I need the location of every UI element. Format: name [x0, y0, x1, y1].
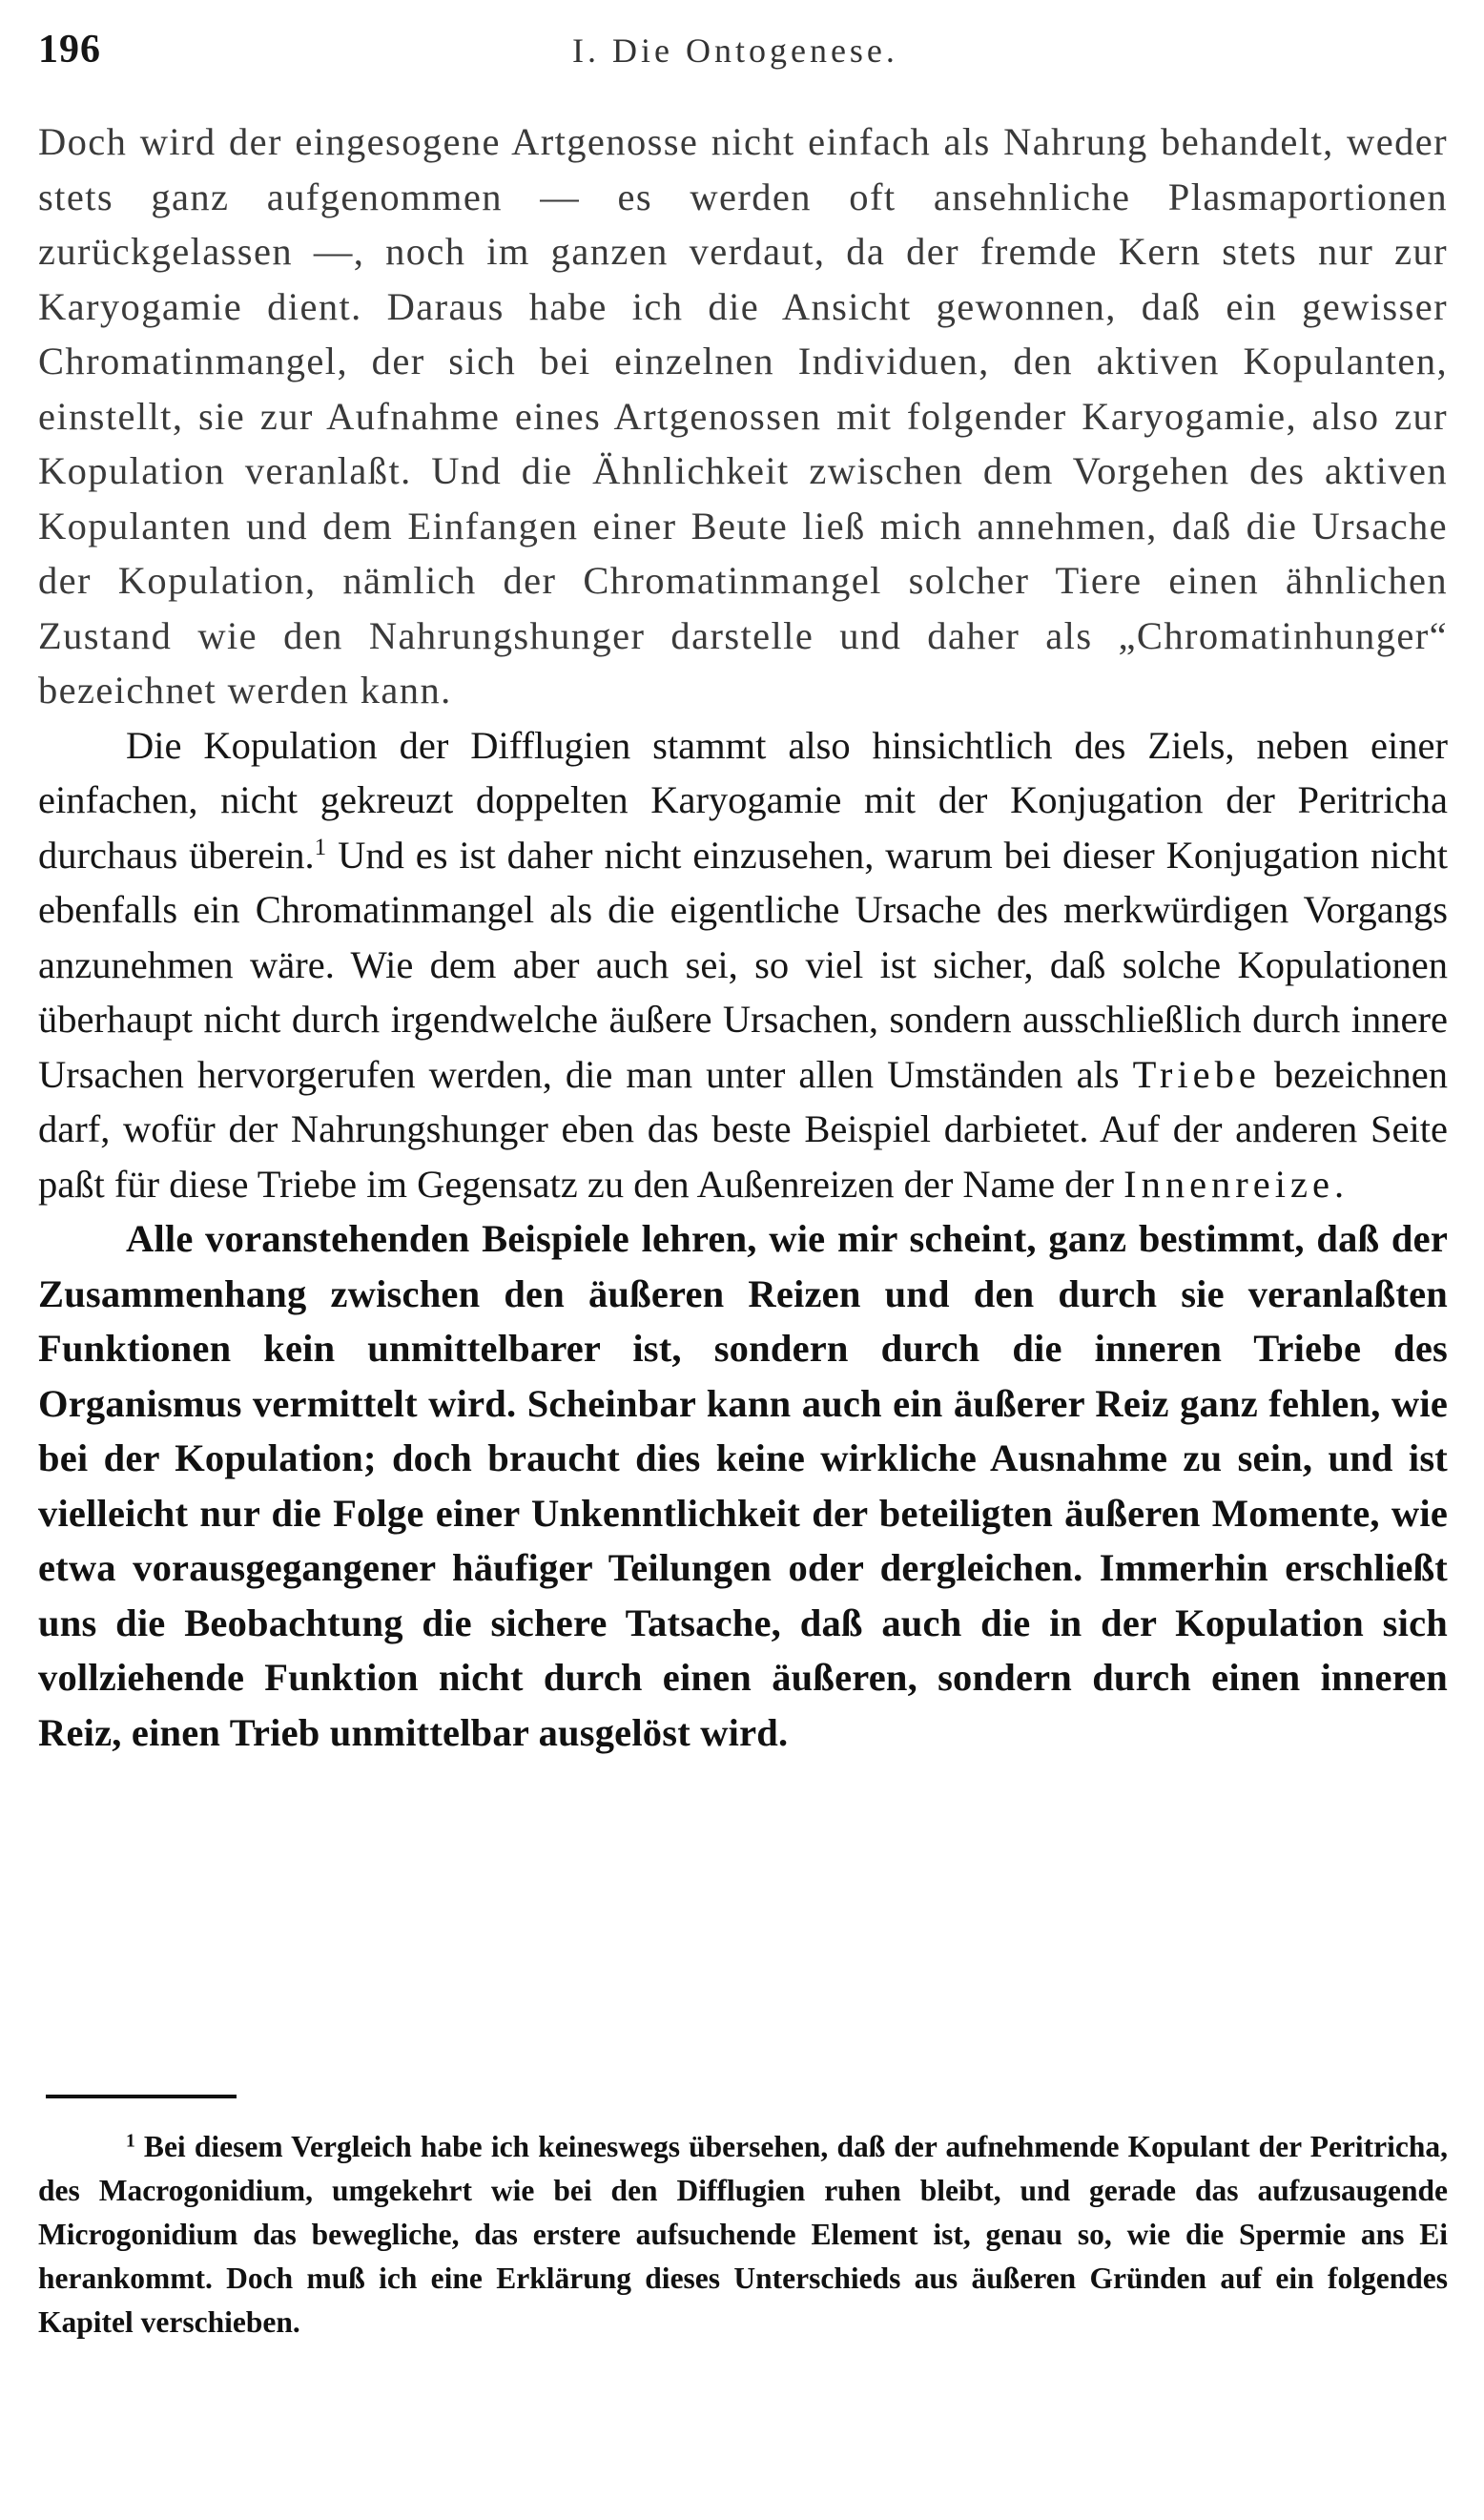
- footnote-reference: 1: [314, 834, 327, 860]
- footnote-1: [38, 2125, 1448, 2344]
- running-head: I. Die Ontogenese.: [572, 31, 898, 70]
- page-header: [38, 27, 1450, 84]
- paragraph-2: [38, 718, 1448, 1212]
- footnotes: [38, 2125, 1448, 2344]
- paragraph-3: Alle voranstehenden Beispiele lehren, wie mir scheint, ganz bestimmt, daß der Zusammenhang zwischen den äußeren Reizen und den durch sie veranlaßten Funktionen kein unmittelbarer ist, sondern durch die inneren Triebe des Organismus vermittelt wird. Scheinbar kann auch ein äußerer Reiz ganz fehlen, wie bei der Kopulation; doch braucht dies keine wirkliche Ausnahme zu sein, und ist vielleicht nur die Folge einer Unkenntlichkeit der beteiligten äußeren Momente, wie etwa vorausgegangener häufiger Teilungen oder dergleichen. Immerhin erschließt uns die Beobachtung die sichere Tatsache, daß auch die in der Kopulation sich vollziehende Funktion nicht durch einen äußeren, sondern durch einen inneren Reiz, einen Trieb unmittelbar ausgelöst wird.: [38, 1217, 1448, 1754]
- paragraph-1: Doch wird der eingesogene Artgenosse nicht einfach als Nahrung behandelt, weder stets ganz aufgenommen — es werden oft ansehnliche Plasmaportionen zurückgelassen —, noch im ganzen verdaut, da der fremde Kern stets nur zur Karyogamie dient. Daraus habe ich die Ansicht gewonnen, daß ein gewisser Chromatinmangel, der sich bei einzelnen Individuen, den aktiven Kopulanten, einstellt, sie zur Aufnahme eines Artgenossen mit folgender Karyogamie, also zur Kopulation veranlaßt. Und die Ähnlichkeit zwischen dem Vorgehen des aktiven Kopulanten und dem Einfangen einer Beute ließ mich annehmen, daß die Ursache der Kopulation, nämlich der Chromatinmangel solcher Tiere einen ähnlichen Zustand wie den Nahrungshunger darstelle und daher als „Chromatinhunger“ bezeichnet werden kann.: [38, 120, 1448, 712]
- paragraph-2-text-a: Die Kopulation der Difflugien stammt also hinsichtlich des Ziels, neben einer einfachen, nicht gekreuzt doppelten Karyogamie mit der Konjugation der Peritricha durchaus überein.: [38, 723, 1448, 877]
- emphasis-triebe: Triebe: [1132, 1052, 1261, 1096]
- footnote-marker: 1: [126, 2131, 135, 2152]
- footnote-divider: [46, 2095, 237, 2098]
- emphasis-innenreize: Innenreize.: [1123, 1162, 1350, 1206]
- paragraph-2-text-c: bezeichnen darf, wofür der Nahrungshunger eben das beste Beispiel darbietet. Auf der anderen Seite paßt für diese Triebe im Gegensatz zu den Außenreizen der Name der: [38, 1052, 1448, 1206]
- footnote-text: Bei diesem Vergleich habe ich keineswegs übersehen, daß der aufnehmende Kopulant der Peritricha, des Macrogonidium, umgekehrt wie bei den Difflugien ruhen bleibt, und gerade das aufzusaugende Microgonidium das bewegliche, das erstere aufsuchende Element ist, genau so, wie die Spermie ans Ei herankommt. Doch muß ich eine Erklärung dieses Unterschieds aus äußeren Gründen auf ein folgendes Kapitel verschieben.: [38, 2130, 1448, 2339]
- paragraph-2-text-b: Und es ist daher nicht einzusehen, warum bei dieser Konjugation nicht ebenfalls ein Chromatinmangel als die eigentliche Ursache des merkwürdigen Vorgangs anzunehmen wäre. Wie dem aber auch sei, so viel ist sicher, daß solche Kopulationen überhaupt nicht durch irgendwelche äußere Ursachen, sondern ausschließlich durch innere Ursachen hervorgerufen werden, die man unter allen Umständen als: [38, 833, 1448, 1096]
- body-text: [38, 114, 1448, 1760]
- page-number: 196: [38, 28, 101, 72]
